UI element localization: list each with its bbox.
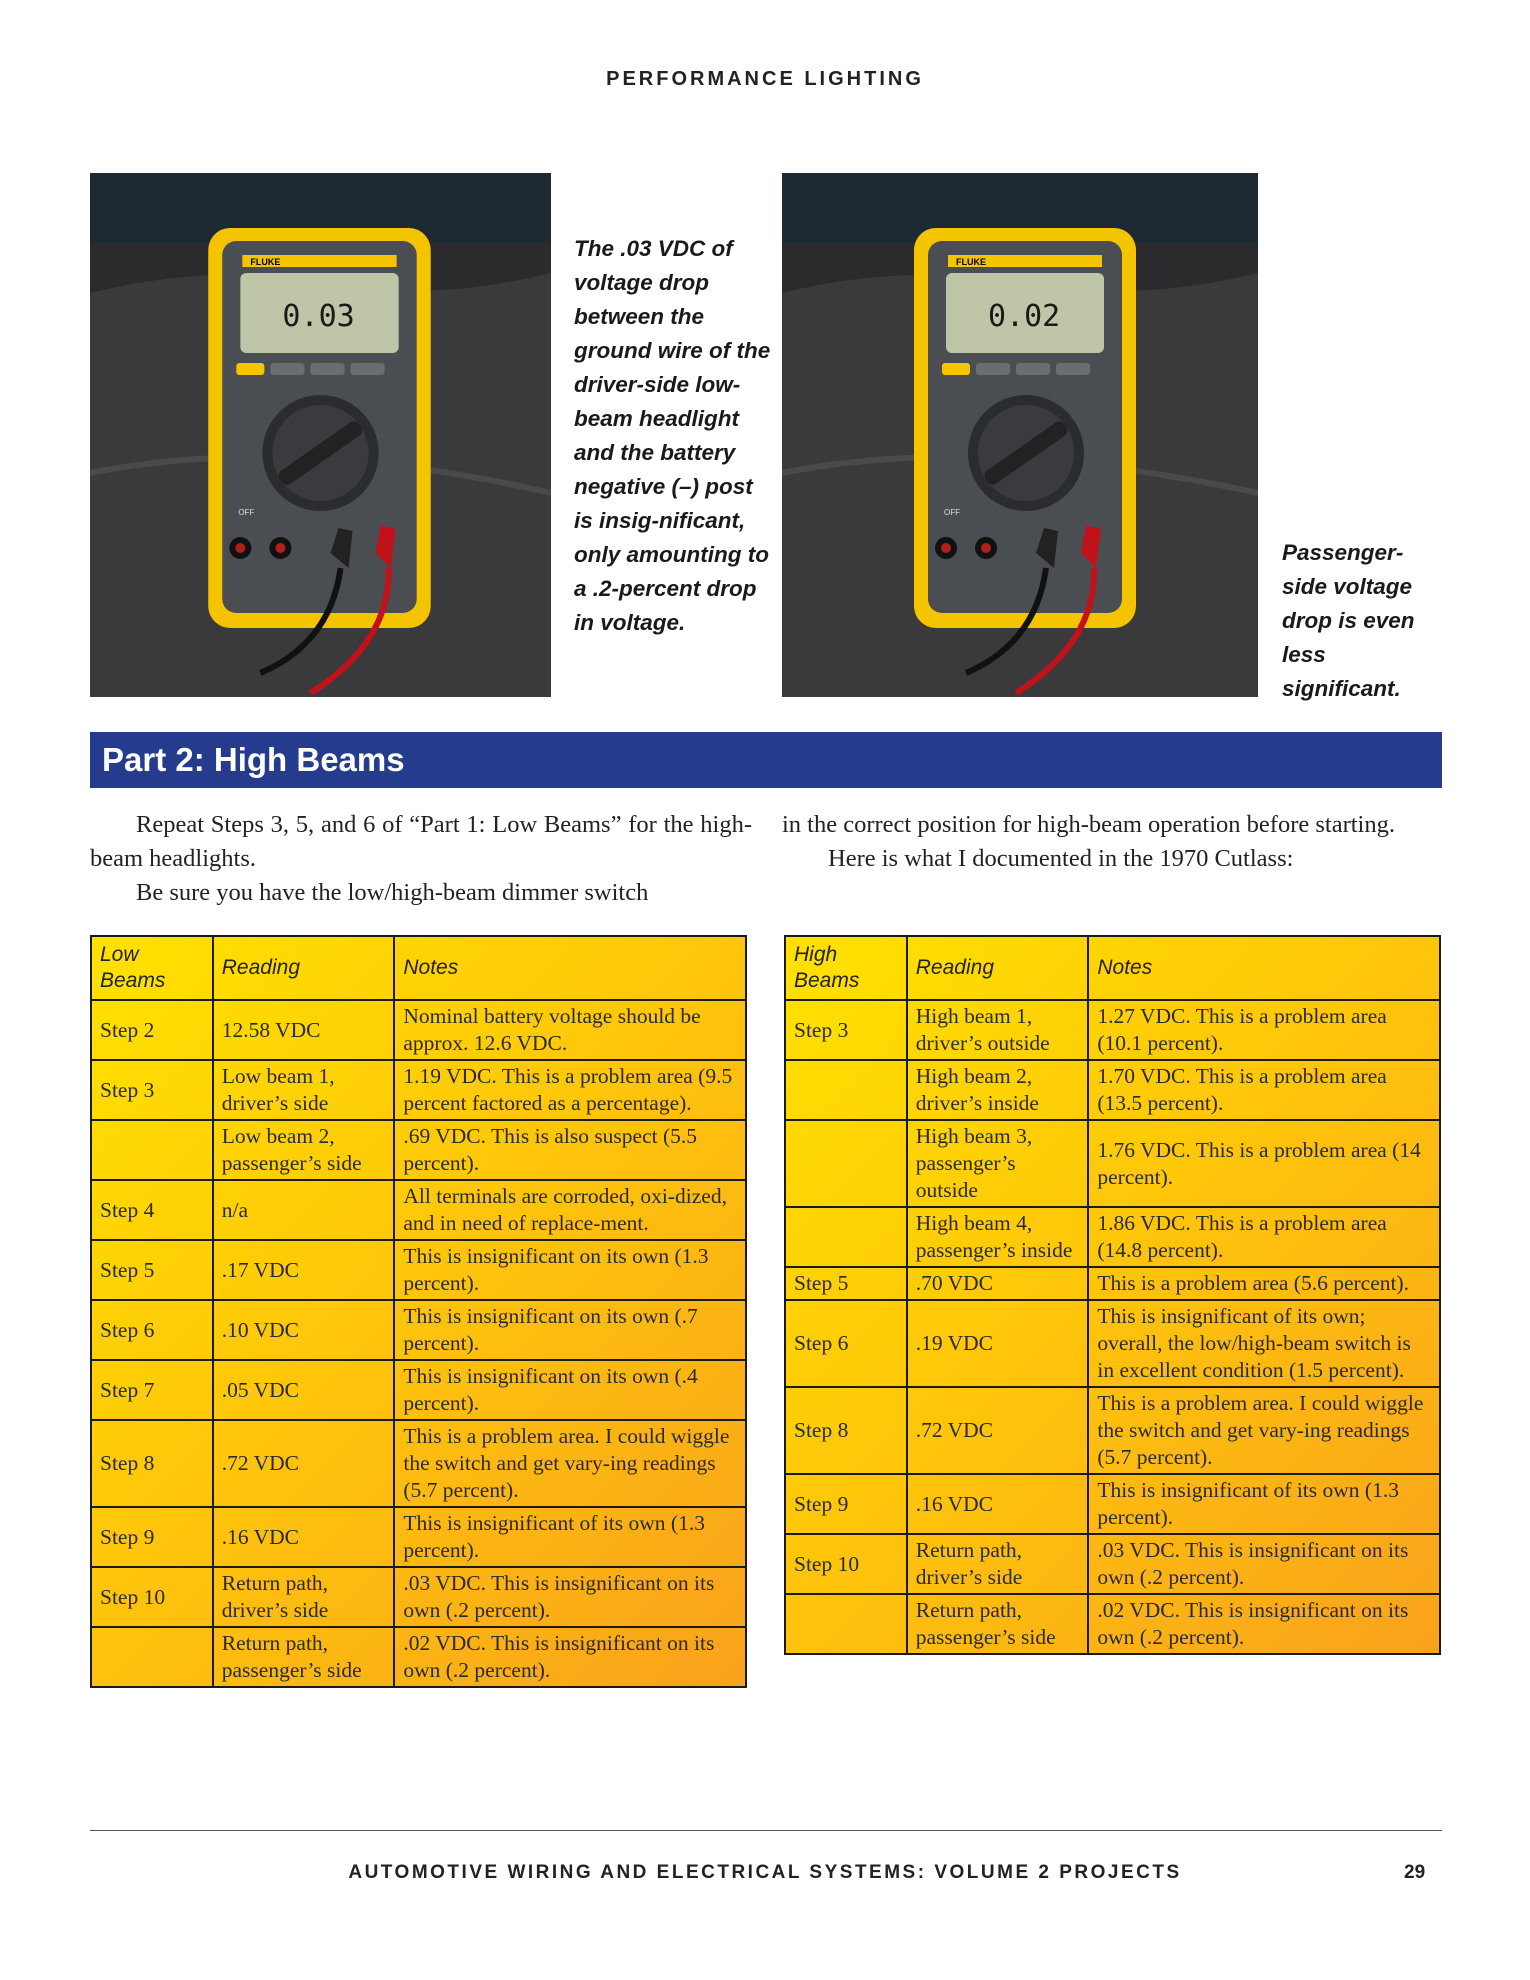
table-row (91, 1000, 746, 1060)
meter-off-label: OFF (238, 508, 255, 517)
reading-cell: .17 VDC (213, 1240, 395, 1300)
table-row (91, 1120, 746, 1180)
step-cell: Step 8 (785, 1387, 907, 1474)
notes-cell: This is a problem area. I could wiggle the switch and get vary-ing readings (5.7 percent). (1088, 1387, 1440, 1474)
step-cell: Step 5 (785, 1267, 907, 1300)
table-row (91, 1180, 746, 1240)
notes-cell: This is insignificant on its own (.7 percent). (394, 1300, 746, 1360)
notes-cell: 1.76 VDC. This is a problem area (14 percent). (1088, 1120, 1440, 1207)
step-cell: Step 9 (785, 1474, 907, 1534)
reading-cell: .72 VDC (907, 1387, 1089, 1474)
table-row (785, 1267, 1440, 1300)
notes-cell: .02 VDC. This is insignificant on its own (.2 percent). (394, 1627, 746, 1687)
table-row (785, 1474, 1440, 1534)
table-row (785, 1300, 1440, 1387)
notes-cell: This is a problem area (5.6 percent). (1088, 1267, 1440, 1300)
step-cell (91, 1120, 213, 1180)
table-row (785, 1000, 1440, 1060)
reading-cell: Return path, passenger’s side (213, 1627, 395, 1687)
notes-cell: This is insignificant on its own (.4 percent). (394, 1360, 746, 1420)
notes-cell: This is insignificant on its own (1.3 percent). (394, 1240, 746, 1300)
step-cell (785, 1207, 907, 1267)
reading-cell: n/a (213, 1180, 395, 1240)
body-text-left (90, 808, 752, 910)
reading-cell: High beam 4, passenger’s inside (907, 1207, 1089, 1267)
reading-cell: High beam 2, driver’s inside (907, 1060, 1089, 1120)
table-row (91, 1360, 746, 1420)
notes-cell: 1.86 VDC. This is a problem area (14.8 percent). (1088, 1207, 1440, 1267)
column-header: Reading (213, 936, 395, 1000)
multimeter-photo-low-beam (90, 173, 551, 697)
reading-cell: .16 VDC (213, 1507, 395, 1567)
notes-cell: This is a problem area. I could wiggle the switch and get vary-ing readings (5.7 percent). (394, 1420, 746, 1507)
photo-caption-left: The .03 VDC of voltage drop between the ground wire of the driver-side low-beam headlight and the battery negative (–) post is insig-nificant, only amounting to a .2-percent drop in voltage. (574, 236, 771, 635)
step-cell: Step 3 (91, 1060, 213, 1120)
step-cell: Step 7 (91, 1360, 213, 1420)
reading-cell: Low beam 1, driver’s side (213, 1060, 395, 1120)
meter-reading: 0.03 (282, 299, 355, 334)
table-row (91, 1627, 746, 1687)
table-row (91, 1240, 746, 1300)
table-row (91, 1060, 746, 1120)
column-header: Low Beams (91, 936, 213, 1000)
reading-cell: High beam 3, passenger’s outside (907, 1120, 1089, 1207)
paragraph: Be sure you have the low/high-beam dimmer switch (136, 879, 649, 906)
column-header: High Beams (785, 936, 907, 1000)
step-cell: Step 10 (785, 1534, 907, 1594)
table-row (785, 1120, 1440, 1207)
notes-cell: 1.27 VDC. This is a problem area (10.1 percent). (1088, 1000, 1440, 1060)
notes-cell: This is insignificant of its own (1.3 percent). (1088, 1474, 1440, 1534)
meter-off-label: OFF (944, 508, 960, 517)
multimeter-photo-passenger (782, 173, 1258, 697)
table-row (91, 1567, 746, 1627)
reading-cell: High beam 1, driver’s outside (907, 1000, 1089, 1060)
table-row (785, 1594, 1440, 1654)
column-header: Reading (907, 936, 1089, 1000)
reading-cell: .16 VDC (907, 1474, 1089, 1534)
notes-cell: 1.19 VDC. This is a problem area (9.5 percent factored as a percentage). (394, 1060, 746, 1120)
table-row (91, 1507, 746, 1567)
notes-cell: Nominal battery voltage should be approx. 12.6 VDC. (394, 1000, 746, 1060)
reading-cell: 12.58 VDC (213, 1000, 395, 1060)
column-header: Notes (1088, 936, 1440, 1000)
running-footer: AUTOMOTIVE WIRING AND ELECTRICAL SYSTEMS: VOLUME 2 PROJECTS (348, 1862, 1182, 1883)
page-number: 29 (1404, 1862, 1426, 1883)
meter-brand: FLUKE (956, 257, 986, 267)
reading-cell: .19 VDC (907, 1300, 1089, 1387)
table-row (785, 1534, 1440, 1594)
step-cell: Step 6 (785, 1300, 907, 1387)
paragraph: Here is what I documented in the 1970 Cutlass: (828, 845, 1294, 872)
reading-cell: .72 VDC (213, 1420, 395, 1507)
section-heading: Part 2: High Beams (90, 732, 1442, 788)
reading-cell: Low beam 2, passenger’s side (213, 1120, 395, 1180)
column-header: Notes (394, 936, 746, 1000)
notes-cell: This is insignificant of its own; overall, the low/high-beam switch is in excellent condition (1.5 percent). (1088, 1300, 1440, 1387)
step-cell: Step 3 (785, 1000, 907, 1060)
step-cell: Step 5 (91, 1240, 213, 1300)
notes-cell: .02 VDC. This is insignificant on its own (.2 percent). (1088, 1594, 1440, 1654)
notes-cell: 1.70 VDC. This is a problem area (13.5 percent). (1088, 1060, 1440, 1120)
reading-cell: Return path, driver’s side (907, 1534, 1089, 1594)
step-cell: Step 10 (91, 1567, 213, 1627)
reading-cell: .70 VDC (907, 1267, 1089, 1300)
table-row (785, 1060, 1440, 1120)
reading-cell: Return path, passenger’s side (907, 1594, 1089, 1654)
step-cell (785, 1060, 907, 1120)
paragraph: in the correct position for high-beam operation before starting. (782, 811, 1395, 838)
step-cell: Step 2 (91, 1000, 213, 1060)
table-row (785, 1387, 1440, 1474)
step-cell: Step 6 (91, 1300, 213, 1360)
low-beams-table (90, 935, 747, 1688)
notes-cell: All terminals are corroded, oxi-dized, and in need of replace-ment. (394, 1180, 746, 1240)
step-cell: Step 9 (91, 1507, 213, 1567)
footer-divider (90, 1830, 1442, 1831)
table-row (91, 1300, 746, 1360)
step-cell (785, 1120, 907, 1207)
step-cell: Step 4 (91, 1180, 213, 1240)
running-header: PERFORMANCE LIGHTING (606, 68, 924, 90)
notes-cell: This is insignificant of its own (1.3 percent). (394, 1507, 746, 1567)
step-cell (91, 1627, 213, 1687)
notes-cell: .69 VDC. This is also suspect (5.5 percent). (394, 1120, 746, 1180)
body-text-right (782, 808, 1442, 876)
step-cell: Step 8 (91, 1420, 213, 1507)
meter-brand: FLUKE (250, 257, 281, 267)
reading-cell: .05 VDC (213, 1360, 395, 1420)
paragraph: Repeat Steps 3, 5, and 6 of “Part 1: Low Beams” for the high-beam headlights. (90, 811, 752, 872)
high-beams-table (784, 935, 1441, 1655)
meter-reading: 0.02 (988, 299, 1061, 334)
reading-cell: Return path, driver’s side (213, 1567, 395, 1627)
notes-cell: .03 VDC. This is insignificant on its own (.2 percent). (1088, 1534, 1440, 1594)
table-row (91, 1420, 746, 1507)
reading-cell: .10 VDC (213, 1300, 395, 1360)
step-cell (785, 1594, 907, 1654)
notes-cell: .03 VDC. This is insignificant on its own (.2 percent). (394, 1567, 746, 1627)
table-row (785, 1207, 1440, 1267)
photo-caption-right: Passenger-side voltage drop is even less significant. (1282, 540, 1415, 701)
